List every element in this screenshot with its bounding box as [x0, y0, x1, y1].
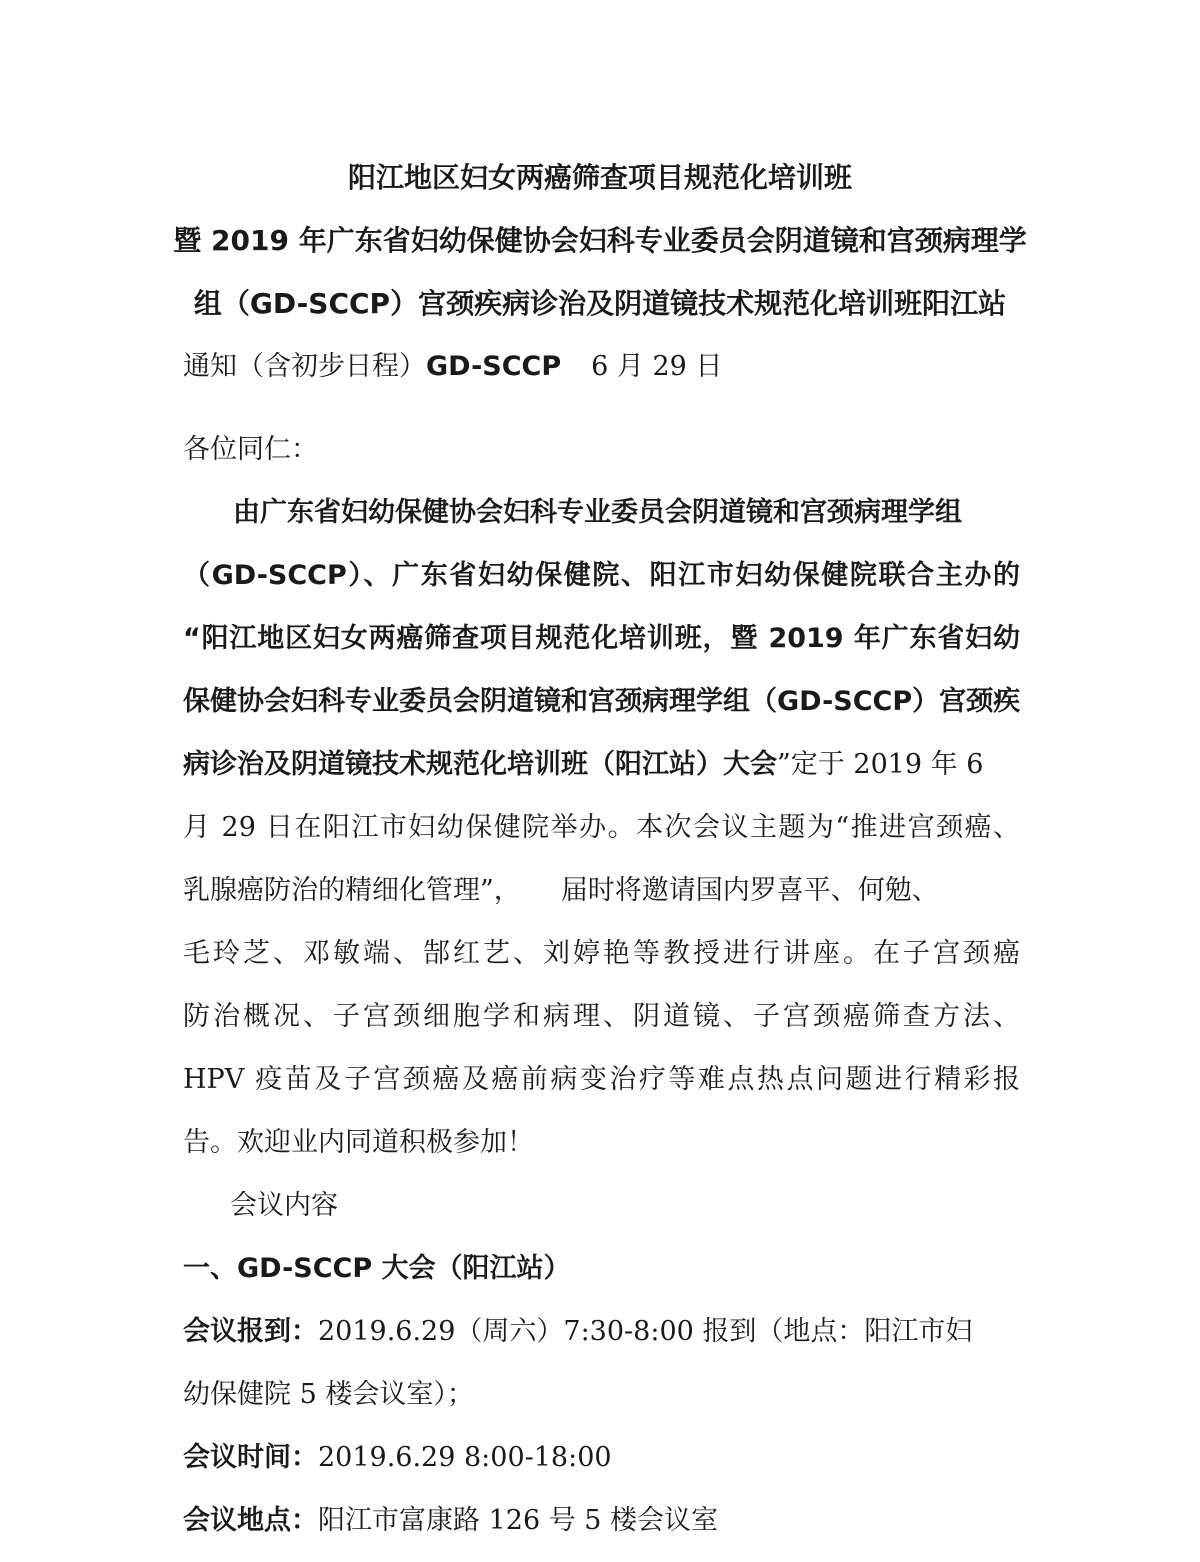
body-line-7a: 乳腺癌防治的精细化管理”， [183, 875, 521, 906]
time-label: 会议时间： [183, 1442, 318, 1473]
time-line [183, 1440, 612, 1476]
body-line-6: 月 29 日在阳江市妇幼保健院举办。本次会议主题为“推进宫颈癌、 [183, 812, 1020, 843]
body-line-2: （GD-SCCP）、广东省妇幼保健院、阳江市妇幼保健院联合主办的 [183, 560, 1020, 591]
registration-value: 2019.6.29（周六）7:30-8:00 报到（地点：阳江市妇 [318, 1316, 973, 1347]
title-line-2: 暨 2019 年广东省妇幼保健协会妇科专业委员会阴道镜和宫颈病理学 [173, 224, 1027, 257]
greeting: 各位同仁： [183, 434, 318, 465]
title-line-1: 阳江地区妇女两癌筛查项目规范化培训班 [347, 161, 852, 194]
body-line-3: “阳江地区妇女两癌筛查项目规范化培训班，暨 2019 年广东省妇幼 [183, 623, 1020, 654]
body-line-11: 告。欢迎业内同道积极参加！ [183, 1127, 534, 1158]
body-line-1: 由广东省妇幼保健协会妇科专业委员会阴道镜和宫颈病理学组 [233, 497, 962, 528]
registration-value-cont: 幼保健院 5 楼会议室）； [183, 1379, 474, 1410]
place-line [183, 1503, 718, 1539]
notice-date: 6 月 29 日 [591, 351, 723, 382]
body-line-10: HPV 疫苗及子宫颈癌及癌前病变治疗等难点热点问题进行精彩报 [183, 1064, 1020, 1095]
time-value: 2019.6.29 8:00-18:00 [318, 1442, 612, 1473]
body-line-8: 毛玲芝、邓敏端、郜红艺、刘婷艳等教授进行讲座。在子宫颈癌 [183, 938, 1020, 969]
section-heading: 会议内容 [230, 1190, 338, 1221]
body-line-4: 保健协会妇科专业委员会阴道镜和宫颈病理学组（GD-SCCP）宫颈疾 [183, 686, 1021, 717]
registration-label: 会议报到： [183, 1316, 318, 1347]
body-line-7 [183, 873, 1020, 909]
body-line-9: 防治概况、子宫颈细胞学和病理、阴道镜、子宫颈癌筛查方法、 [183, 1001, 1020, 1032]
place-value: 阳江市富康路 126 号 5 楼会议室 [318, 1505, 719, 1536]
notice-line [183, 349, 722, 385]
notice-org: GD-SCCP [426, 351, 562, 382]
section-sub-1: 一、GD-SCCP 大会（阳江站） [183, 1253, 571, 1284]
registration-line [183, 1314, 1020, 1350]
notice-label: 通知（含初步日程） [183, 351, 426, 382]
title-line-3: 组（GD-SCCP）宫颈疾病诊治及阴道镜技术规范化培训班阳江站 [193, 287, 1007, 320]
body-line-5-bold: 病诊治及阴道镜技术规范化培训班（阳江站）大会 [183, 749, 777, 780]
body-line-5-rest: ”定于 2019 年 6 [777, 749, 984, 780]
body-line-7b: 届时将邀请国内罗喜平、何勉、 [560, 875, 939, 906]
body-line-5 [183, 747, 1020, 783]
place-label: 会议地点： [183, 1505, 318, 1536]
